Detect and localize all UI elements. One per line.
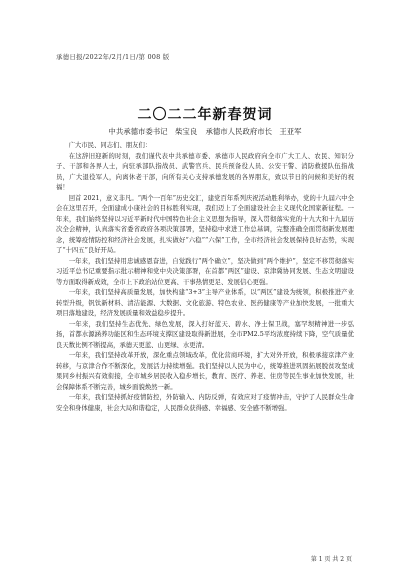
paragraph: 一年来，我们坚持高质量发展，加快构建“3+3”主导产业体系，以“两区”建设为统领，积极推进产业转型升级，钒钛新材料、清洁能源、大数据、文化旅游、特色农业、医药健康等产业加快发展，一批重大项目落地建设，经济发展质量和效益稳步提升。 [56, 289, 354, 317]
paragraph: 一年来，我们坚持用忠诚感恩奋进，自觉践行“两个确立”，坚决做到“两个维护”，坚定不移贯彻落实习近平总书记重要指示批示精神和党中央决策部署，在首都“两区”建设、京津冀协同发展、生态文明建设等方面取得新成效，全市上下政治站位更高、干事热情更足、发展信心更强。 [56, 257, 354, 286]
salutation: 广大市民、同志们、朋友们： [68, 142, 152, 149]
page-number: 第 1 页 共 2 页 [310, 556, 352, 563]
byline-mayor: 承德市人民政府市长 王亚军 [205, 127, 302, 136]
paragraph: 回首 2021，意义非凡。“两个一百年”历史交汇，建党百年系列庆祝活动胜利举办，党的十九届六中全会在这里召开，全面建成小康社会的目标胜利实现，我们迈上了全面建设社会主义现代化国家新征程。一年来，我们始终坚持以习近平新时代中国特色社会主义思想为指导，深入贯彻落实党的十九大和十九届历次全会精神，认真落实省委省政府各项决策部署，坚持稳中求进工作总基调，完整准确全面贯彻新发展理念，统筹疫情防控和经济社会发展，扎实做好“六稳”“六保”工作，全市经济社会发展保持良好态势，实现了“十四五”良好开局。 [56, 194, 354, 254]
article-body [56, 141, 354, 414]
article-title: 二〇二二年新春贺词 [137, 107, 273, 123]
newspaper-header: 承德日报/2022年/2月/1日/第 008 版 [56, 53, 170, 61]
paragraph: 在这辞旧迎新的时刻，我们谨代表中共承德市委、承德市人民政府向全市广大工人、农民、知识分子、干部和各界人士，向驻承部队指战员、武警官兵、民兵预备役人员、公安干警、消防救援队伍指战员，广大退役军人，向离休老干部，向所有关心支持承德发展的各界朋友，致以节日的问候和美好的祝福！ [56, 152, 354, 191]
paragraph: 一年来，我们坚持改革开放，深化重点领域改革，优化营商环境，扩大对外开放，积极承接京津产业转移，与京津合作不断深化，发展活力持续增强。我们坚持以人民为中心，统筹推进巩固拓展脱贫攻坚成果同乡村振兴有效衔接，全市城乡居民收入稳步增长，教育、医疗、养老、住房等民生事业加快发展，社会保障体系不断完善，城乡面貌焕然一新。 [56, 352, 354, 391]
paragraph: 一年来，我们坚持抓好疫情防控，外防输入、内防反弹，有效应对了疫情冲击，守护了人民群众生命安全和身体健康，社会大局和谐稳定，人民群众获得感、幸福感、安全感不断增强。 [56, 394, 354, 412]
paragraph: 一年来，我们坚持生态优先、绿色发展，深入打好蓝天、碧水、净土保卫战，塞罕坝精神进一步弘扬，首都水源涵养功能区和生态环境支撑区建设取得新进展，全市PM2.5平均浓度持续下降，空气质量优良天数比例不断提高，承德天更蓝、山更绿、水更清。 [56, 320, 354, 349]
article-byline [56, 126, 354, 137]
byline-party-secretary: 中共承德市委书记 柴宝良 [108, 127, 198, 136]
